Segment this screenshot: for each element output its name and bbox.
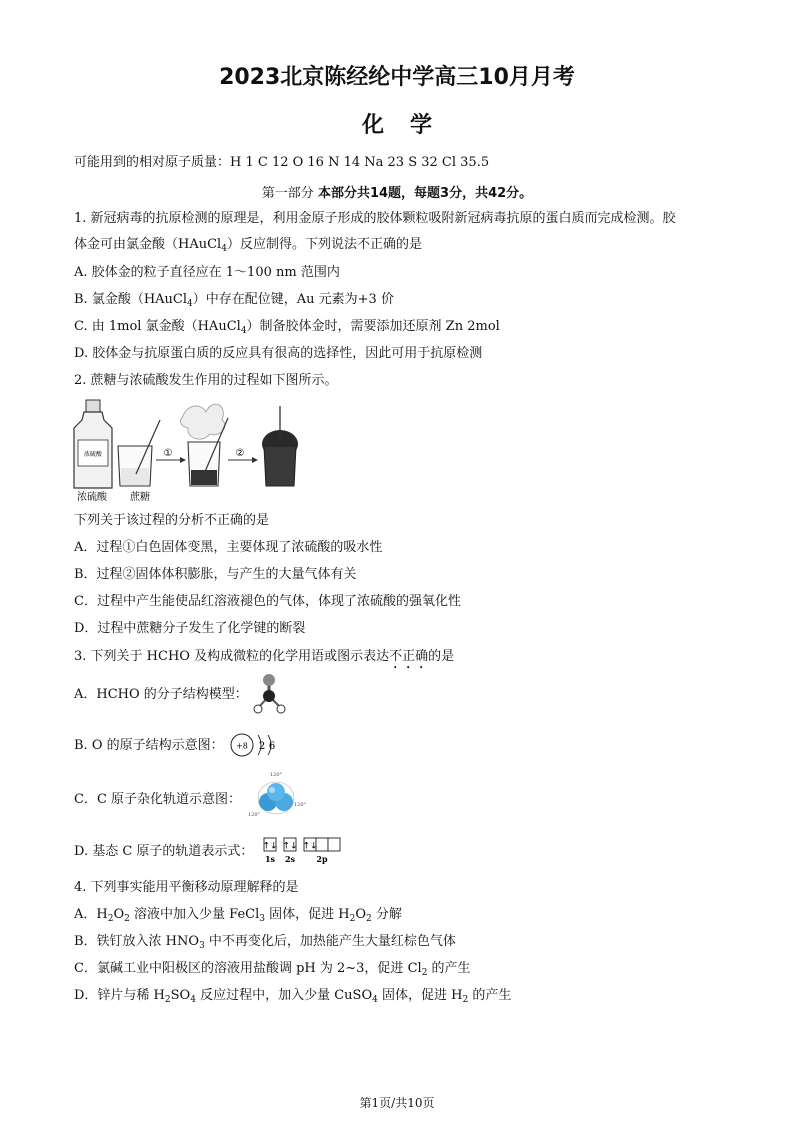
q4-option-a (74, 906, 402, 924)
acid-bottle-icon (74, 400, 112, 488)
nucleus-charge: +8 (236, 741, 248, 751)
t: A．H (74, 907, 108, 922)
q1-stem-line2 (74, 236, 422, 254)
atomic-masses: 可能用到的相对原子质量：H 1 C 12 O 16 N 14 Na 23 S 32 Cl 35.5 (74, 155, 490, 170)
step1-label: ① (163, 448, 173, 459)
q3-stem (74, 648, 454, 672)
section-rules: 本部分共14题，每题3分，共42分。 (317, 186, 533, 201)
t: SO (170, 988, 191, 1003)
carbon-orbital-diagram-icon (262, 836, 348, 866)
sugar-caption: 蔗糖 (130, 492, 150, 503)
orbital-arrows: ↑↓ (262, 841, 278, 852)
q1-option-a: A. 胶体金的粒子直径应在 1～100 nm 范围内 (74, 265, 340, 280)
q4-option-c (74, 960, 471, 978)
q2-option-a: A．过程①白色固体变黑，主要体现了浓硫酸的吸水性 (74, 540, 383, 555)
subscript: 4 (187, 299, 193, 309)
shell-2-count: 6 (268, 741, 276, 752)
t: 溶液中加入少量 FeCl (129, 907, 260, 922)
orbital-arrows: ↑↓ (282, 841, 298, 852)
bottle-label: 浓硫酸 (83, 451, 103, 458)
t: 反应过程中，加入少量 CuSO (195, 988, 373, 1003)
q3-option-a: A．HCHO 的分子结构模型： (74, 687, 248, 702)
subscript: 2 (349, 914, 356, 924)
subscript: 2 (421, 968, 428, 978)
q2-stem: 2. 蔗糖与浓硫酸发生作用的过程如下图所示。 (74, 373, 338, 388)
subscript: 2 (462, 995, 469, 1005)
angle-label-right: 120° (294, 802, 307, 808)
beaker-smoke-icon (180, 404, 228, 486)
angle-label-left: 120° (248, 812, 261, 818)
option-part: ）中存在配位键，Au 元素为+3 价 (192, 292, 394, 307)
step2-label: ② (235, 448, 245, 459)
hcho-model-icon (250, 672, 290, 716)
orbital-arrows: ↑↓ (302, 841, 318, 852)
q3-option-c: C．C 原子杂化轨道示意图： (74, 792, 242, 807)
subject-title: 化学 (361, 113, 458, 138)
q3-option-b: B. O 的原子结构示意图： (74, 738, 224, 753)
sugar-acid-figure (70, 398, 310, 504)
q3-stem-part: 3. 下列关于 HCHO 及构成微粒的化学用语或图示表达 (74, 649, 390, 664)
orbital-label-1s: 1s (264, 854, 276, 864)
t: O (355, 907, 366, 922)
shell-1-count: 2 (258, 741, 266, 752)
q4-option-b (74, 933, 456, 951)
t: 分解 (371, 907, 402, 922)
q1-stem-part: ）反应制得。下列说法不正确的是 (226, 237, 422, 252)
q4-stem: 4. 下列事实能用平衡移动原理解释的是 (74, 880, 299, 895)
orbital-label-2s: 2s (284, 854, 296, 864)
option-part: C. 由 1mol 氯金酸（HAuCl (74, 319, 241, 334)
page-footer: 第1页/共10页 (359, 1096, 435, 1110)
sp2-orbital-icon (244, 770, 308, 826)
option-part: ）制备胶体金时，需要添加还原剂 Zn 2mol (246, 319, 500, 334)
t: 中不再变化后，加热能产生大量红棕色气体 (204, 934, 456, 949)
subscript: 3 (199, 941, 205, 951)
t: D．锌片与稀 H (74, 988, 165, 1003)
t: O (113, 907, 125, 922)
q3-stem-part: 的是 (428, 649, 455, 664)
t: 的产生 (468, 988, 512, 1003)
section-label: 第一部分 (261, 186, 314, 201)
q2-intro: 下列关于该过程的分析不正确的是 (74, 513, 270, 528)
q2-option-b: B．过程②固体体积膨胀，与产生的大量气体有关 (74, 567, 357, 582)
subscript: 4 (221, 244, 227, 254)
subscript: 4 (240, 326, 247, 336)
q1-stem-part: 体金可由氯金酸（HAuCl (74, 237, 222, 252)
angle-label-top: 120° (269, 772, 283, 778)
subscript: 2 (366, 914, 372, 924)
oxygen-atom-diagram-icon (226, 730, 286, 760)
q1-option-d: D. 胶体金与抗原蛋白质的反应具有很高的选择性，因此可用于抗原检测 (74, 346, 483, 361)
acid-caption: 浓硫酸 (77, 492, 107, 503)
q1-option-c (74, 318, 500, 336)
subscript: 2 (164, 995, 171, 1005)
subscript: 2 (124, 914, 130, 924)
t: B．铁钉放入浓 HNO (74, 934, 200, 949)
q1-stem-line1: 1. 新冠病毒的抗原检测的原理是，利用金原子形成的胶体颗粒吸附新冠病毒抗原的蛋白质而完成检测。胶 (74, 211, 676, 226)
subscript: 4 (372, 995, 378, 1005)
q4-option-d (74, 987, 511, 1005)
orbital-label-2p: 2p (316, 854, 328, 864)
subscript: 3 (259, 914, 265, 924)
subscript: 2 (107, 914, 114, 924)
q2-option-d: D．过程中蔗糖分子发生了化学键的断裂 (74, 621, 306, 636)
t: 固体，促进 H (377, 988, 463, 1003)
q2-option-c: C．过程中产生能使品红溶液褪色的气体，体现了浓硫酸的强氧化性 (74, 594, 461, 609)
page-title: 2023北京陈经纶中学高三10月月考 (219, 65, 575, 90)
q3-emphasis: 不正确 (389, 649, 429, 664)
q3-option-d: D. 基态 C 原子的轨道表示式： (74, 844, 254, 859)
beaker-expanded-icon (262, 406, 298, 486)
section-header (0, 182, 794, 201)
q1-option-b (74, 291, 394, 309)
t: C．氯碱工业中阳极区的溶液用盐酸调 pH 为 2~3，促进 Cl (74, 961, 422, 976)
t: 的产生 (427, 961, 471, 976)
beaker-sugar-icon (118, 420, 160, 486)
subscript: 4 (190, 995, 196, 1005)
t: 固体，促进 H (264, 907, 350, 922)
option-part: B. 氯金酸（HAuCl (74, 292, 188, 307)
